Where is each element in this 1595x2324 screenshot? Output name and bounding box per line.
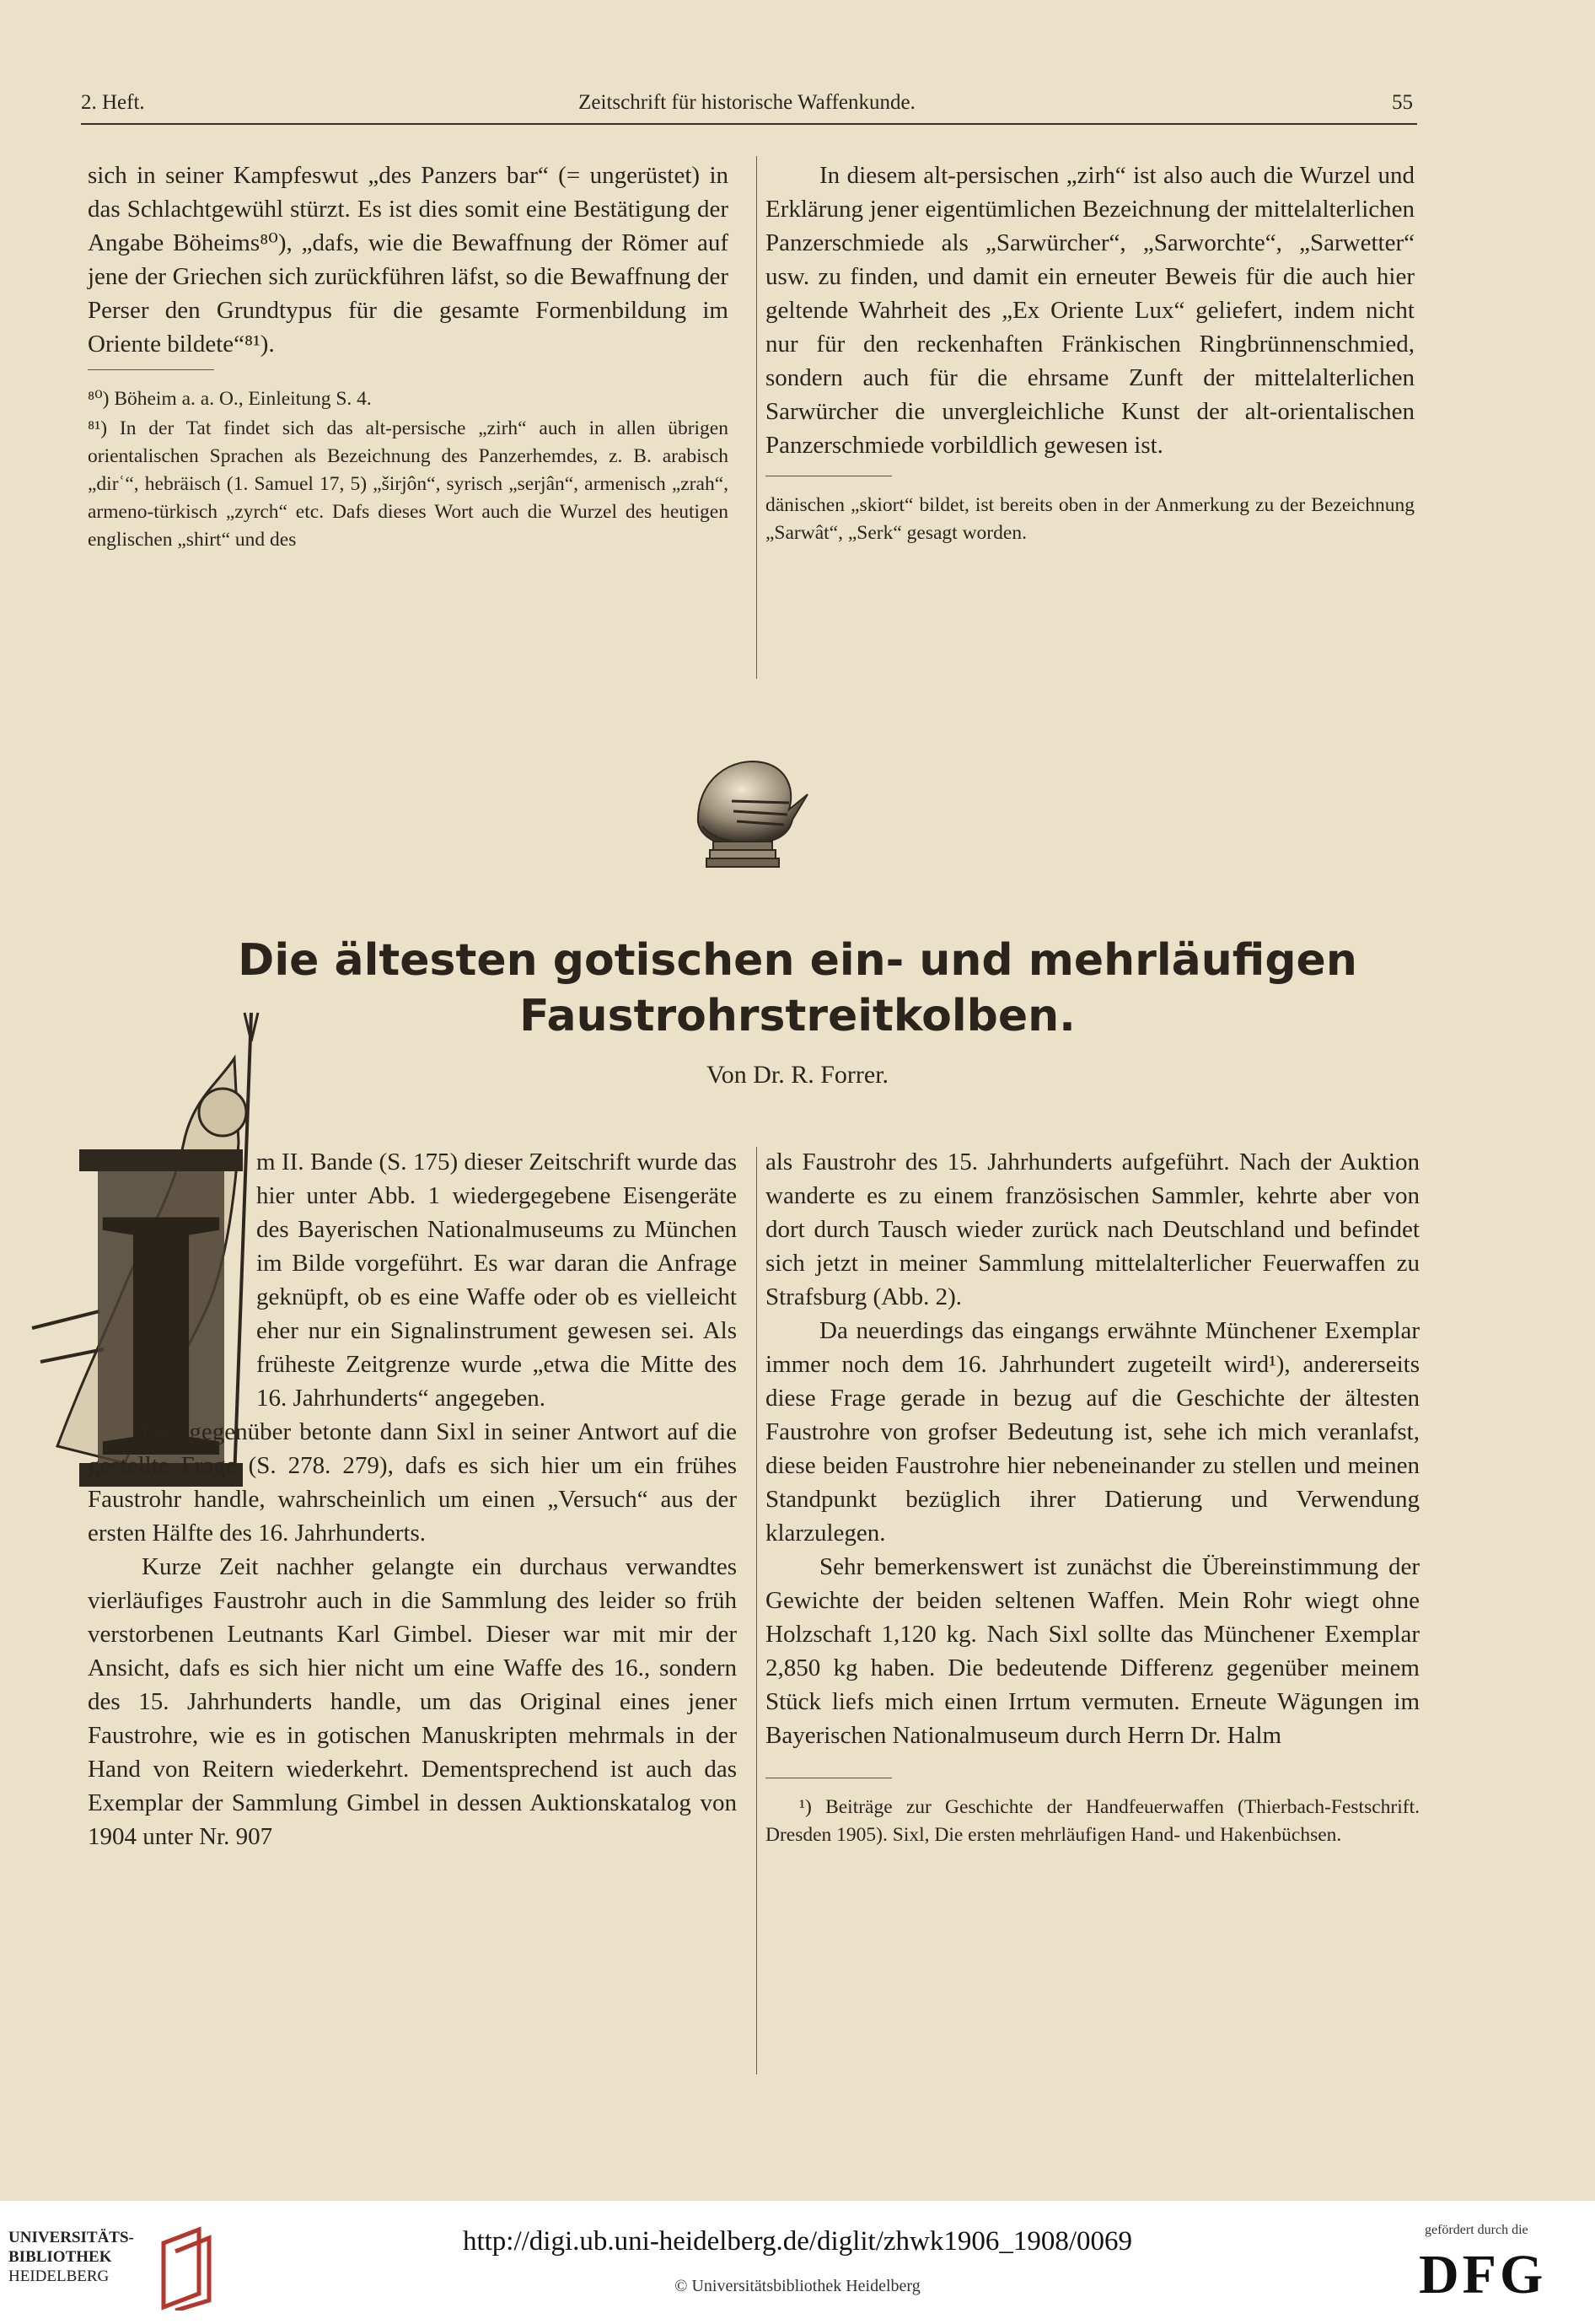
library-name-line1: UNIVERSITÄTS- [8, 2229, 134, 2246]
footnote-81-continued: dänischen „skiort“ bildet, ist bereits oben in der Anmerkung zu der Bezeichnung „Sarwât“, „Serk“ gesagt worden. [765, 494, 1415, 544]
article-title-line1: Die ältesten gotischen ein- und mehrläufigen [238, 935, 1357, 986]
upper-right-footnote [765, 492, 1415, 547]
article-title-line2: Faustrohrstreitkolben. [519, 991, 1076, 1041]
lower-right-p2: Da neuerdings das eingangs erwähnte Münchener Exemplar immer noch dem 16. Jahrhundert zugeteilt wird¹), andererseits diese Frage gerade in bezug auf die Geschichte der ältesten Faustrohre von grofser Bedeutung ist, sehe ich mich veranlafst, diese beiden Faustrohre hier nebeneinander zu stellen und meinen Standpunkt bezüglich ihrer Datierung und Verwendung klarzulegen. [765, 1317, 1420, 1547]
dfg-caption: gefördert durch die [1425, 2223, 1528, 2237]
upper-right-column [765, 159, 1415, 549]
lower-right-p1: als Faustrohr des 15. Jahrhunderts aufgeführt. Nach der Auktion wanderte es zu einem französischen Sammler, kehrte aber von dort durch Tausch wieder zurück nach Deutschland und befindet sich jetzt in meiner Sammlung mittelalterlicher Feuerwaffen zu Strafsburg (Abb. 2). [765, 1149, 1420, 1310]
permalink-url[interactable]: http://digi.ub.uni-heidelberg.de/diglit/zhwk1906_1908/0069 [462, 2226, 1133, 2257]
issue-label: 2. Heft. [81, 91, 145, 114]
viewer-footer [0, 2201, 1595, 2324]
upper-left-column [88, 159, 728, 556]
column-divider-upper [756, 156, 757, 679]
helmet-vignette-icon [681, 742, 816, 877]
lower-left-column [88, 1145, 737, 1853]
page-number: 55 [1392, 91, 1413, 114]
column-divider-lower [756, 1147, 757, 2074]
lower-right-p3: Sehr bemerkenswert ist zunächst die Übereinstimmung der Gewichte der beiden seltenen Waffen. Mein Rohr wiegt ohne Holzschaft 1,120 kg. Nach Sixl sollte das Münchener Exemplar 2,850 kg haben. Die bedeutende Differenz gegenüber meinem Stück liefs mich einen Irrtum vermuten. Erneute Wägungen im Bayerischen Nationalmuseum durch Herrn Dr. Halm [765, 1553, 1420, 1749]
upper-left-footnotes [88, 385, 728, 554]
lower-left-p1: m II. Bande (S. 175) dieser Zeitschrift wurde das hier unter Abb. 1 wiedergegebene Eisengeräte des Bayerischen Nationalmuseums zu München im Bilde vorgeführt. Es war daran die Anfrage geknüpft, ob es eine Waffe oder ob es vielleicht eher nur ein Signalinstrument gewesen sei. Als früheste Zeitgrenze wurde „etwa die Mitte des 16. Jahrhunderts“ angegeben. [256, 1149, 737, 1412]
footnote-rule [88, 369, 214, 370]
article-byline: Von Dr. R. Forrer. [706, 1061, 889, 1089]
lower-right-column [765, 1145, 1420, 1851]
library-name-line2: BIBLIOTHEK [8, 2248, 112, 2266]
lower-right-footnote [765, 1794, 1420, 1849]
journal-title: Zeitschrift für historische Waffenkunde. [578, 91, 916, 114]
lower-left-p3: Kurze Zeit nachher gelangte ein durchaus verwandtes vierläufiges Faustrohr auch in die Sammlung des leider so früh verstorbenen Leutnants Karl Gimbel. Dieser war mit mir der Ansicht, dafs es sich hier nicht um eine Waffe des 16., sondern des 15. Jahrhunderts handle, um das Original eines jener Faustrohre, wie es in gotischen Manuskripten mehrmals in der Hand von Reitern wiederkehrt. Dementsprechend ist auch das Exemplar der Sammlung Gimbel in dessen Auktionskatalog von 1904 unter Nr. 907 [88, 1553, 737, 1850]
header-rule [81, 123, 1417, 125]
running-head [81, 91, 1413, 121]
footnote-1: ¹) Beiträge zur Geschichte der Handfeuerwaffen (Thierbach-Festschrift. Dresden 1905). Sixl, Die ersten mehrläufigen Hand- und Hakenbüchsen. [765, 1796, 1420, 1846]
footnote-80: ⁸⁰) Böheim a. a. O., Einleitung S. 4. [88, 388, 372, 410]
dfg-logo: DFG [1419, 2244, 1547, 2305]
upper-left-body: sich in seiner Kampfeswut „des Panzers bar“ (= ungerüstet) in das Schlachtgewühl stürzt. Es ist dies somit eine Bestätigung der Angabe Böheims⁸⁰), „dafs, wie die Bewaffnung der Römer auf jene der Griechen sich zurückführen läfst, so die Bewaffnung der Perser den Grundtypus für die gesamte Formenbildung im Oriente bildete“⁸¹). [88, 162, 728, 358]
upper-right-body: In diesem alt-persischen „zirh“ ist also auch die Wurzel und Erklärung jener eigentümlichen Bezeichnung der mittelalterlichen Panzerschmiede als „Sarwürcher“, „Sarworchte“, „Sarwetter“ usw. zu finden, und damit ein erneuter Beweis für die auch hier geltende Wahrheit des „Ex Oriente Lux“ geliefert, indem nicht nur für den reckenhaften Fränkischen Ringbrünnenschmied, sondern auch für die ehrsame Zunft der mittelalterlichen Sarwürcher die unvergleichliche Kunst der alt-orientalischen Panzerschmiede vorbildlich gewesen ist. [765, 162, 1415, 459]
footnote-81: ⁸¹) In der Tat findet sich das alt-persische „zirh“ auch in allen übrigen orientalischen Sprachen als Bezeichnung des Panzerhemdes, z. B. arabisch „dirʿ“, hebräisch (1. Samuel 17, 5) „širjôn“, syrisch „serjân“, armenisch „zrah“, armeno-türkisch „zyrch“ etc. Dafs dieses Wort auch die Wurzel des heutigen englischen „shirt“ und des [88, 417, 728, 551]
initial-letter: I [90, 1132, 232, 1490]
lower-left-p2: Demgegenüber betonte dann Sixl in seiner Antwort auf die gestellte Frage (S. 278. 279), dafs es sich hier um ein frühes Faustrohr handle, wahrscheinlich um einen „Versuch“ aus der ersten Hälfte des 16. Jahrhunderts. [88, 1418, 737, 1547]
library-name-line3: HEIDELBERG [8, 2268, 110, 2285]
copyright-notice: © Universitätsbibliothek Heidelberg [674, 2277, 921, 2295]
